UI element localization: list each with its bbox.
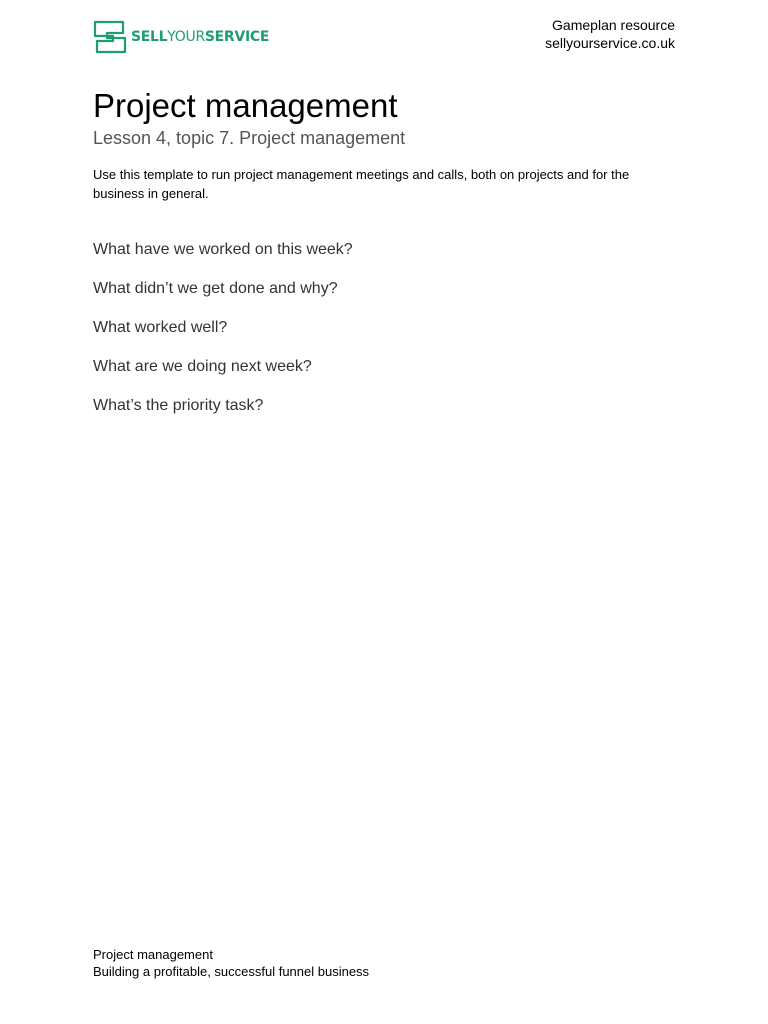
footer-title: Project management [93,947,213,962]
brand-wordmark-service: SERVICE [204,29,270,45]
brand-logo [93,20,269,54]
question-item: What worked well? [93,319,228,336]
question-item: What’s the priority task? [93,397,264,414]
question-item: What didn’t we get done and why? [93,280,338,297]
question-list [93,239,353,434]
footer-subtitle: Building a profitable, successful funnel business [93,964,370,979]
brand-wordmark [131,20,269,54]
intro-paragraph: Use this template to run project management meetings and calls, both on projects and for the business in general. [93,167,630,201]
page-subtitle: Lesson 4, topic 7. Project management [93,128,406,148]
resource-label: Gameplan resource [552,17,675,33]
website-url: sellyourservice.co.uk [545,35,675,51]
brand-wordmark-sell: SELL [131,29,168,45]
question-item: What have we worked on this week? [93,241,353,258]
page-title: Project management [93,87,398,124]
header-meta [545,16,675,52]
question-item: What are we doing next week? [93,358,312,375]
logo-mark-icon [93,20,127,54]
brand-wordmark-your: YOUR [167,29,205,45]
page-footer [93,946,369,980]
